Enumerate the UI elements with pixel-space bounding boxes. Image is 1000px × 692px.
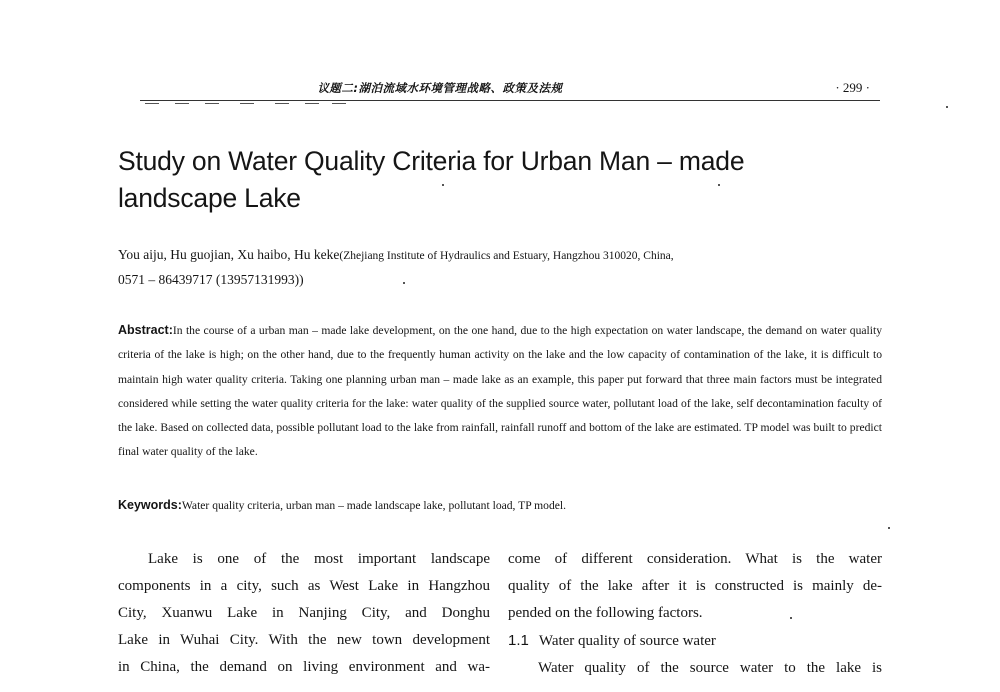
- header-dash: [175, 103, 189, 104]
- body-line: Water quality of the source water to the lake is: [538, 660, 882, 676]
- body-column-left: [118, 546, 490, 681]
- section-number: 1.1: [508, 632, 529, 649]
- abstract-text: In the course of a urban man – made lake development, on the one hand, due to the high expectation on water landscape, the demand on water quality criteria of the lake is high; on the other hand, due to the frequently human activity on the lake and the low capacity of contamination of the lake, it is difficult to maintain high water quality criteria. Taking one planning urban man – made lake as an example, this paper put forward that three main factors must be integrated considered while setting the water quality criteria for the lake: water quality of the supplied source water, pollutant load of the lake, self decontamination faculty of the lake. Based on collected data, possible pollutant load to the lake from rainfall, rainfall runoff and bottom of the lake are estimated. TP model was built to predict final water quality of the lake.: [118, 324, 882, 459]
- section-heading: [508, 627, 882, 655]
- author-affiliation: (Zhejiang Institute of Hydraulics and Estuary, Hangzhou 310020, China,: [339, 250, 674, 262]
- abstract: [118, 318, 882, 465]
- body-line: Lake is one of the most important landscape: [148, 551, 490, 567]
- header-rule: [140, 100, 880, 101]
- author-contact: 0571 – 86439717 (13957131993)): [118, 272, 304, 287]
- page-number: · 299 ·: [835, 80, 870, 95]
- body-line: come of different consideration. What is the water: [508, 551, 882, 567]
- body-line: Lake in Wuhai City. With the new town development: [118, 632, 490, 648]
- scan-speck: [403, 282, 405, 284]
- section-title: Water quality of source water: [538, 633, 716, 649]
- header-dash: [275, 103, 289, 104]
- body-line: in China, the demand on living environment and wa-: [118, 659, 490, 675]
- scan-speck: [790, 617, 792, 619]
- body-column-right: [508, 546, 882, 682]
- header-dash: [240, 103, 254, 104]
- scan-speck: [442, 184, 444, 186]
- header-dash: [305, 103, 319, 104]
- header-dash: [332, 103, 346, 104]
- paper-title-line: landscape Lake: [118, 183, 301, 213]
- scan-speck: [888, 527, 890, 529]
- keywords-label: Keywords:: [118, 498, 182, 512]
- keywords: [118, 494, 882, 517]
- scan-speck: [946, 106, 948, 108]
- running-title: 议题二:湖泊流域水环境管理战略、政策及法规: [317, 81, 563, 95]
- author-block: [118, 243, 882, 292]
- body-line: components in a city, such as West Lake in Hangzhou: [118, 578, 490, 594]
- header-dash: [145, 103, 159, 104]
- abstract-label: Abstract:: [118, 323, 173, 337]
- body-line: pended on the following factors.: [508, 605, 703, 621]
- running-header: [140, 78, 880, 100]
- body-line: quality of the lake after it is constructed is mainly de-: [508, 578, 882, 594]
- scan-speck: [718, 184, 720, 186]
- body-line: City, Xuanwu Lake in Nanjing City, and Donghu: [118, 605, 490, 621]
- author-names: You aiju, Hu guojian, Xu haibo, Hu keke: [118, 247, 340, 262]
- paper-title-line: Study on Water Quality Criteria for Urban Man – made: [118, 146, 745, 176]
- paper-title: [118, 143, 878, 217]
- keywords-text: Water quality criteria, urban man – made landscape lake, pollutant load, TP model.: [181, 499, 567, 512]
- header-dash: [205, 103, 219, 104]
